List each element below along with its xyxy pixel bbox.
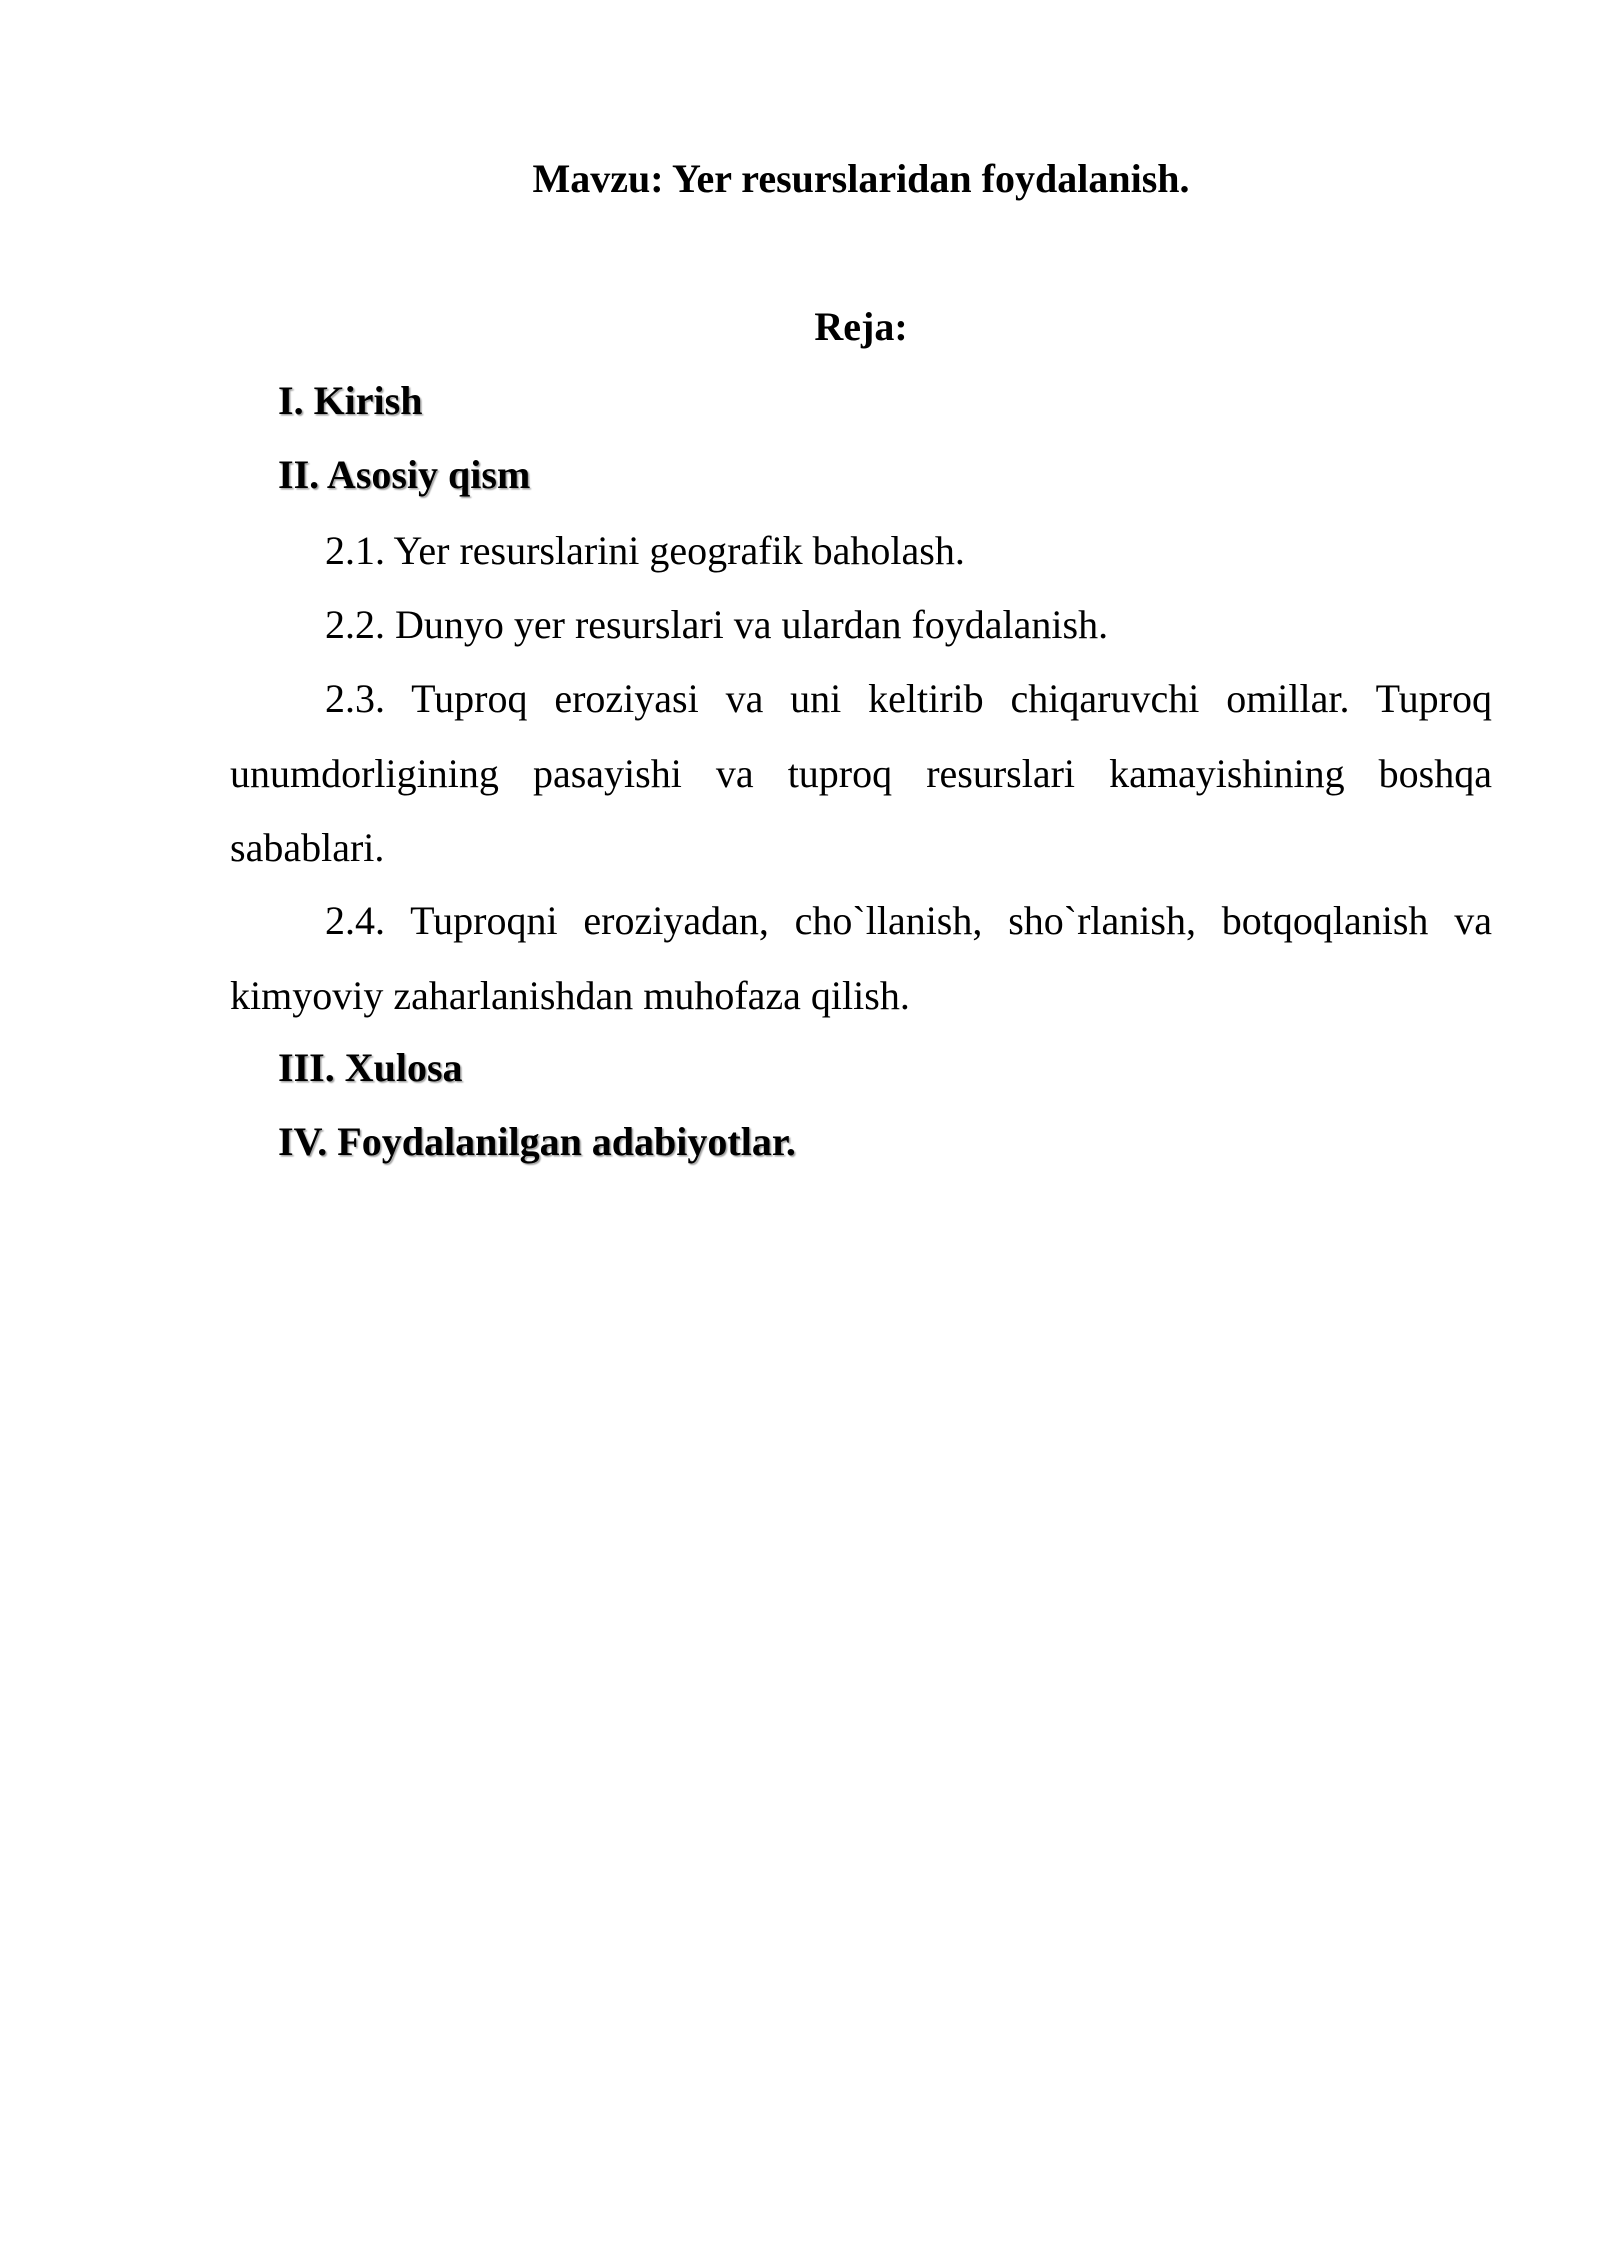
plan-heading: Reja: <box>814 304 908 349</box>
section-asosiy-qism: II. Asosiy qism <box>278 452 531 497</box>
subsection-2-4: 2.4. Tuproqni eroziyadan, cho`llanish, sho`rlanish, botqoqlanish va kimyoviy zaharlanishdan muhofaza qilish. <box>230 898 1492 1018</box>
section-kirish: I. Kirish <box>278 378 423 423</box>
subsection-2-3: 2.3. Tuproq eroziyasi va uni keltirib chiqaruvchi omillar. Tuproq unumdorligining pasayishi va tuproq resurslari kamayishining boshqa sabablari. <box>230 676 1492 870</box>
document-title: Mavzu: Yer resurslaridan foydalanish. <box>532 156 1190 201</box>
section-adabiyotlar: IV. Foydalanilgan adabiyotlar. <box>278 1119 796 1164</box>
section-xulosa: III. Xulosa <box>278 1045 463 1090</box>
subsection-2-1: 2.1. Yer resurslarini geografik baholash. <box>325 528 965 573</box>
subsection-2-2: 2.2. Dunyo yer resurslari va ulardan foydalanish. <box>325 602 1109 647</box>
